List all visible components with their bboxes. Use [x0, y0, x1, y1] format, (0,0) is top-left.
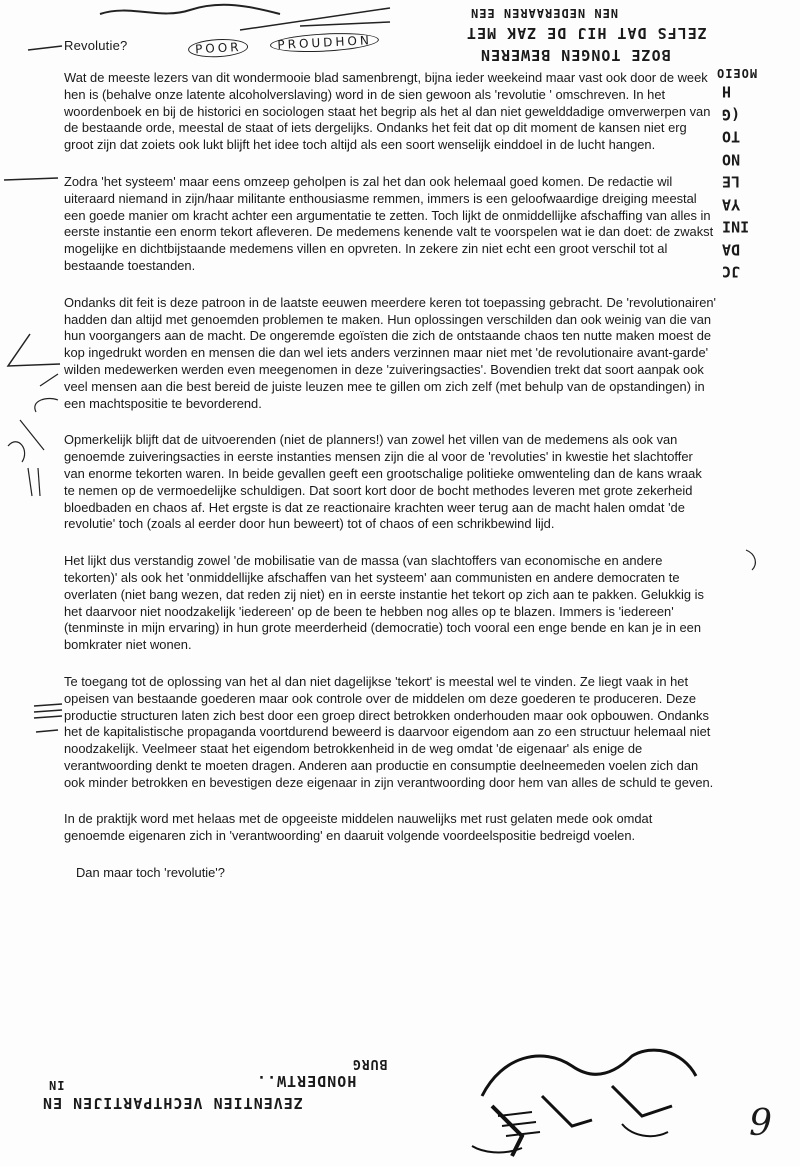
- handwritten-note-bottom-3: ZEVENTIEN VECHTPARTIJEN EN: [42, 1094, 303, 1112]
- handwritten-note-bottom-1: BURG: [352, 1056, 388, 1071]
- side-handwritten-letters: [722, 80, 772, 283]
- side-letter-3: TO: [722, 127, 741, 146]
- side-letter-5: LE: [722, 172, 741, 191]
- handwritten-note-top-3: BOZE TONGEN BEWEREN: [480, 46, 671, 64]
- pen-stroke-heading: [26, 42, 66, 54]
- side-letter-2: (G: [722, 105, 741, 123]
- author-stamp-word-2: PROUDHON: [270, 31, 379, 55]
- paragraph-5: Het lijkt dus verstandig zowel 'de mobilisatie van de massa (van slachtoffers van economische en andere tekorten)' als ook het 'onmiddellijke afschaffen van het systeem' aan communisten en andere democraten te overlaten (niet bang wezen, dat reden zij niet) en in eerste instantie het tekort op zich aan te pakken. Gelukkig is het daarvoor niet noodzakelijk 'iedereen' op de been te hebben nog alles op te blazen. Immers is 'iedereen' (tenminste in mijn ervaring) in hun grote meerderheid (democratie) toch vooral een enge bende en kan je in een bomkrater niet wonen.: [64, 553, 704, 653]
- author-stamp-word-1: POOR: [188, 38, 249, 59]
- page-number: 9: [749, 1103, 772, 1144]
- right-margin-marks: [740, 540, 780, 620]
- side-letter-1: H: [722, 82, 732, 101]
- paragraph-3: Ondanks dit feit is deze patroon in de laatste eeuwen meerdere keren tot toepassing gebracht. De 'revolutionairen' hadden dan altijd met genoemden problemen te maken. Hun oplossingen verschilden dan ook weinig van die van hun voorgangers aan de macht. De ongeremde egoïsten die zich de ontstaande chaos ten nutte maken moest de kop ingedrukt worden en mensen die dan wel iets anders verzinnen maar niet met 'de revolutionaire avant-garde' wilden medewerken werden even meegenomen in deze 'zuiveringsacties'. Bovendien trekt dat soort aanpak ook veel mensen aan die best bereid de juiste leuzen mee te gillen om zich zelf (met behulp van de opstandingen) in een machtspositie te bevorderend.: [64, 294, 716, 411]
- article-heading: Revolutie?: [64, 38, 128, 53]
- top-scribble: [90, 0, 400, 40]
- side-letter-9: JC: [722, 262, 741, 281]
- closing-question: Dan maar toch 'revolutie'?: [76, 865, 225, 881]
- left-margin-scribbles: [0, 150, 66, 750]
- paragraph-6: Te toegang tot de oplossing van het al dan niet dagelijkse 'tekort' is meestal wel te vinden. Ze liegt vaak in het opeisen van bestaande goederen maar ook controle over de middelen om deze goederen te produceren. Deze productie structuren laten zich best door een groep direct betrokken onderhouden maar ook opbouwen. Ondanks het de kapitalistische propaganda voortdurend beweerd is daarvoor eigendom aan zo een structuur helemaal niet noodzakelijk. Veelmeer staat het eigendom betrokkenheid in de weg omdat 'de eigenaar' als enige de verantwoording denkt te moeten dragen. Anderen aan productie en consumptie deelneemeden voelen zich dan ook minder betrokken en bevestigen deze eigenaar in zijn verantwoording door hem van alles de schuld te geven.: [64, 673, 714, 790]
- side-letter-6: YA: [722, 195, 741, 213]
- side-letter-4: NO: [722, 150, 741, 168]
- handwritten-note-top-1: NEN NEDERAAREN EEN: [470, 6, 619, 20]
- paragraph-4: Opmerkelijk blijft dat de uitvoerenden (niet de planners!) van zowel het villen van de medemens als ook van genoemde zuiveringsacties in eerste instanties mensen zijn die al voor de 'revoluties' in kwestie het slachtoffer van enorme tekorten waren. In beide gevallen geeft een grootschalige politieke omwenteling dan de kans wraak te nemen op de vermoedelijke schuldigen. Dat soort kort door de bocht methodes leveren met grote zekerheid bloedbaden en chaos af. Het ergste is dat ze reactionaire krachten weer terug aan de macht halen omdat 'de revolutie' toch (zoals al eerder door hun beweert) tot of chaos of een schrikbewind lijd.: [64, 432, 702, 532]
- article-body: [64, 70, 716, 902]
- handwritten-note-top-2: ZELFS DAT HIJ DE ZAK MET: [466, 24, 707, 42]
- bottom-sketch-drawing: [462, 1036, 702, 1160]
- handwritten-note-top-4: MOEIO: [716, 66, 758, 80]
- side-letter-8: DA: [722, 240, 741, 258]
- handwritten-note-bottom-4: IN: [48, 1078, 65, 1092]
- handwritten-note-bottom-2: HONDERTW..: [256, 1072, 357, 1090]
- paragraph-2: Zodra 'het systeem' maar eens omzeep geholpen is zal het dan ook helemaal goed komen. De redactie wil uiteraard niemand in zijn/haar militante enthousiasme remmen, immers is een geloofwaardige dreiging meestal een goede manier om kracht achter een argumentatie te zetten. Toch lijkt de onmiddellijke afschaffing van alles in eerste instantie een enorm tekort afleveren. De medemens kenende valt te voorspelen wat ie dan doet: de zwakst mogelijke en dichtbijstaande medemens villen en opvreten. In zekere zin niet echt een groot verschil tot al bestaande toestanden.: [64, 173, 714, 273]
- side-letter-7: INI: [722, 217, 750, 236]
- paragraph-7: In de praktijk word met helaas met de opgeeiste middelen nauwelijks met rust gelaten mede ook omdat genoemde eigenaren zich in 'verantwoording' en daaruit volgende voordeelspositie bedreigd voelen.: [64, 811, 653, 844]
- paragraph-1: Wat de meeste lezers van dit wondermooie blad samenbrengt, bijna ieder weekeind maar vast ook door de week hen is (behalve onze latente alcoholverslaving) word in de sien gewoon als 'revolutie ' omschreven. In het woordenboek en bij de historici en sociologen staat het begrip als het al dan niet gewelddadige omverwerpen van de bestaande orde, meestal de staat of iets dergelijks. Ondanks het feit dat op dit moment de kansen niet erg groot zijn dat zoiets ook lukt blijft het idee toch altijd als een soort wenselijk einddoel in de lucht hangen.: [64, 70, 711, 153]
